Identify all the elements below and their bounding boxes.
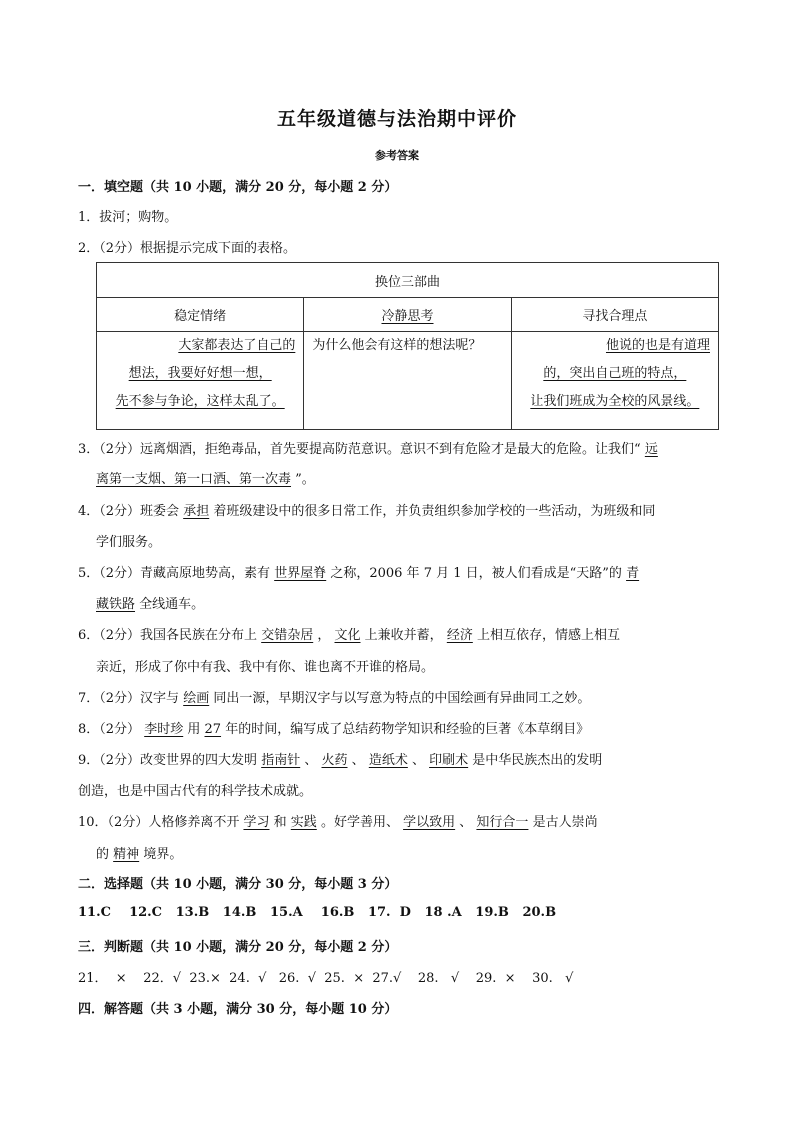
table-col-header-1: 稳定情绪 xyxy=(97,298,304,332)
table-col-header-3: 寻找合理点 xyxy=(511,298,718,332)
table-cell-1 xyxy=(97,332,304,430)
question-9: 9．（2分）改变世界的四大发明 指南针 、 火药 、 造纸术 、 印刷术 是中华民族杰出的发明 xyxy=(78,753,603,768)
table-cell-2-text: 为什么他会有这样的想法呢？ xyxy=(312,338,482,353)
table-cell-3-line: 的，突出自己班的特点， xyxy=(543,366,687,381)
question-5-cont: 藏铁路 全线通车。 xyxy=(96,597,205,612)
section2-answers: 11.C 12.C 13.B 14.B 15.A 16.B 17. D 18 .A 19.B 20.B xyxy=(78,905,557,920)
question-9-cont: 创造，也是中国古代有的科学技术成就。 xyxy=(78,784,313,799)
table-header: 换位三部曲 xyxy=(97,263,719,298)
question-10: 10．（2分）人格修养离不开 学习 和 实践 。好学善用、 学以致用 、 知行合一 是古人崇尚 xyxy=(78,815,598,830)
question-5: 5．（2分）青藏高原地势高，素有 世界屋脊 之称，2006 年 7 月 1 日，被人们看成是“天路”的 青 xyxy=(78,566,640,581)
question-6-cont: 亲近，形成了你中有我、我中有你、谁也离不开谁的格局。 xyxy=(96,660,435,675)
question-4-cont: 学们服务。 xyxy=(96,535,162,550)
table-cell-2 xyxy=(304,332,511,430)
section4-heading: 四．解答题（共 3 小题，满分 30 分，每小题 10 分） xyxy=(78,1002,398,1017)
question-10-cont: 的 精神 境界。 xyxy=(96,847,183,862)
question-1: 1．拔河；购物。 xyxy=(78,210,178,225)
question-3: 3．（2分）远离烟酒，拒绝毒品，首先要提高防范意识。意识不到有危险才是最大的危险。让我们“ 远 xyxy=(78,442,658,457)
section2-heading: 二．选择题（共 10 小题，满分 30 分，每小题 3 分） xyxy=(78,877,398,892)
page-title: 五年级道德与法治期中评价 xyxy=(276,108,517,130)
question-3-cont: 离第一支烟、第一口酒、第一次毒 ”。 xyxy=(96,472,315,487)
question-7: 7．（2分）汉字与 绘画 同出一源，早期汉字与以写意为特点的中国绘画有异曲同工之妙。 xyxy=(78,691,591,706)
perspective-table xyxy=(96,262,719,430)
table-cell-1-line: 想法，我要好好想一想， xyxy=(128,366,272,381)
table-col-header-2: 冷静思考 xyxy=(304,298,511,332)
table-cell-1-line: 先不参与争论，这样太乱了。 xyxy=(115,394,285,409)
table-cell-3-line: 他说的也是有道理 xyxy=(605,338,710,353)
section1-heading: 一．填空题（共 10 小题，满分 20 分，每小题 2 分） xyxy=(78,180,398,195)
question-8: 8．（2分） 李时珍 用 27 年的时间，编写成了总结药物学知识和经验的巨著《本草纲目》 xyxy=(78,722,590,737)
question-6: 6．（2分）我国各民族在分布上 交错杂居 ， 文化 上兼收并蓄， 经济 上相互依存，情感上相互 xyxy=(78,628,620,643)
section3-heading: 三．判断题（共 10 小题，满分 20 分，每小题 2 分） xyxy=(78,940,398,955)
table-cell-3 xyxy=(511,332,718,430)
section3-answers: 21． × 22．√ 23.× 24. √ 26. √ 25. × 27.√ 28. √ 29. × 30. √ xyxy=(78,971,574,986)
question-2: 2．（2分）根据提示完成下面的表格。 xyxy=(78,241,297,256)
table-cell-3-line: 让我们班成为全校的风景线。 xyxy=(530,394,700,409)
table-cell-1-line: 大家都表达了自己的 xyxy=(178,338,296,353)
page-subtitle: 参考答案 xyxy=(375,149,419,162)
question-4: 4．（2分）班委会 承担 着班级建设中的很多日常工作，并负责组织参加学校的一些活动，为班级和同 xyxy=(78,504,656,519)
